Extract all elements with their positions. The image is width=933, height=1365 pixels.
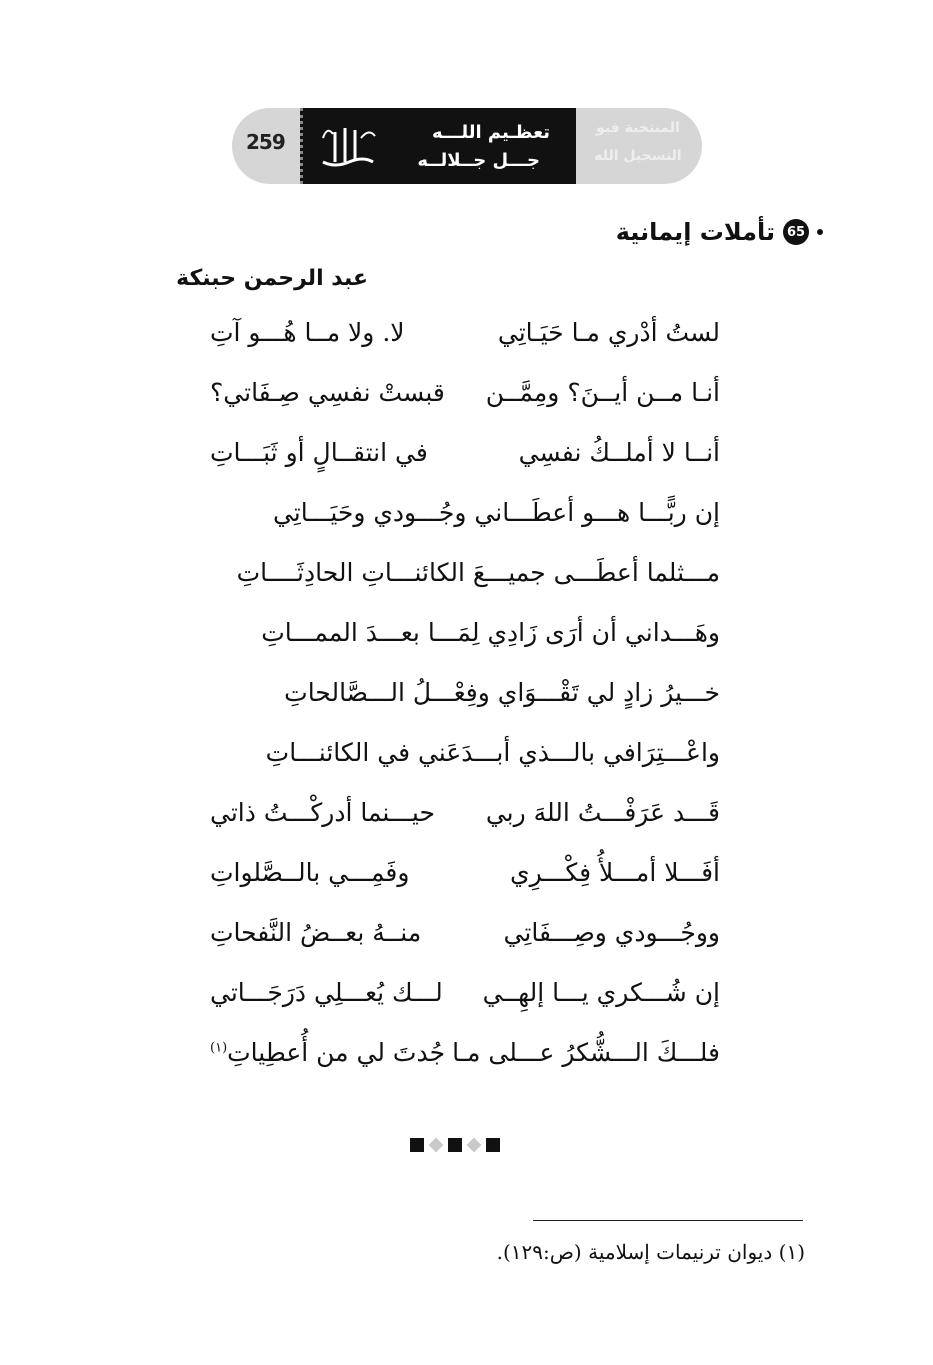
- verse-first-hemistich: إن شُـــكري يـــا إلهِــي: [482, 978, 720, 1007]
- section-divider-ornament: [410, 1138, 500, 1152]
- poem-verse: [200, 318, 720, 368]
- allah-calligraphy-logo: [300, 108, 396, 184]
- verse-first-hemistich: أفَـــلا أمـــلأُ فِكْـــرِي: [510, 858, 720, 887]
- verse-first-hemistich: فلـــكَ الـــشُّكرُ عـــلى مـا: [452, 1038, 720, 1067]
- verse-full-line: إن ربًّـــا هـــو أعطَـــاني وجُـــودي وحَيَـــاتِي: [272, 498, 720, 527]
- verse-full-line: مـــثلما أعطَـــى جميـــعَ الكائنـــاتِ الحادِثَــــاتِ: [236, 558, 720, 587]
- diamond-ornament-icon: [467, 1138, 482, 1153]
- poem-verse: [200, 798, 720, 848]
- poem-verse: [200, 378, 720, 428]
- verse-first-hemistich: أنــا لا أملــكُ نفسِي: [518, 438, 720, 467]
- series-label-line1: المنتخبة فيو: [596, 120, 680, 136]
- poem-verse: [200, 558, 720, 608]
- verse-second-hemistich: وفَمِـــي بالــصَّلواتِ: [210, 858, 410, 887]
- footnote-divider: [533, 1220, 803, 1221]
- square-ornament-icon: [410, 1138, 424, 1152]
- header-title-line1: تعظـيم اللـــه: [432, 122, 550, 143]
- verse-text: جُدتَ لي من أُعطِياتِ: [227, 1038, 446, 1067]
- diamond-ornament-icon: [429, 1138, 444, 1153]
- poem-verse: [200, 438, 720, 488]
- poem-verse: [200, 918, 720, 968]
- verse-second-hemistich: منــهُ بعــضُ النَّفحاتِ: [210, 918, 422, 947]
- footnote-text: ديوان ترنيمات إسلامية (ص:١٢٩).: [496, 1240, 773, 1264]
- calligraphy-icon: [315, 118, 381, 174]
- series-label-line2: التسجيل الله: [594, 148, 682, 164]
- verse-second-hemistich: حيـــنما أدركْـــتُ ذاتي: [210, 798, 435, 827]
- verse-second-hemistich: في انتقــالٍ أو ثَبَـــاتِ: [210, 438, 428, 467]
- section-number-badge: 65: [783, 219, 809, 245]
- poem-verse: [200, 858, 720, 908]
- verse-first-hemistich: قَـــد عَرَفْـــتُ اللهَ ربي: [485, 798, 720, 827]
- verse-second-hemistich: [210, 1038, 445, 1067]
- square-ornament-icon: [448, 1138, 462, 1152]
- page-number: 259: [246, 130, 285, 154]
- verse-second-hemistich: قبستْ نفسِي صِـفَاتي؟: [210, 378, 445, 407]
- verse-second-hemistich: لا. ولا مــا هُـــو آتِ: [210, 318, 405, 347]
- footnote-reference: (١): [210, 1040, 228, 1056]
- footnote: [497, 1240, 805, 1264]
- verse-second-hemistich: لـــك يُعـــلِي دَرَجَـــاتي: [210, 978, 443, 1007]
- verse-full-line: واعْـــتِرَافي بالـــذي أبـــدَعَني في الكائنـــاتِ: [265, 738, 720, 767]
- poem-verse: [200, 498, 720, 548]
- series-label: [578, 114, 698, 178]
- square-ornament-icon: [486, 1138, 500, 1152]
- verse-full-line: خـــيرُ زادٍ لي تَقْـــوَاي وفِعْـــلُ الـــصَّالحاتِ: [284, 678, 720, 707]
- poem-author: عبد الرحمن حبنكة: [176, 266, 368, 291]
- verse-full-line: وهَـــداني أن أرَى زَادِي لِمَـــا بعـــدَ الممـــاتِ: [261, 618, 720, 647]
- header-title: [392, 108, 576, 184]
- section-heading: [616, 218, 823, 246]
- bullet-icon: [817, 229, 823, 235]
- header-title-line2: جـــل جــلالــه: [417, 150, 540, 171]
- footnote-marker: (١): [778, 1240, 805, 1264]
- section-title: تأملات إيمانية: [615, 218, 775, 246]
- poem-verse: [200, 738, 720, 788]
- poem-verse: [200, 618, 720, 668]
- verse-first-hemistich: لستُ أدْري مـا حَيَـاتِي: [497, 318, 720, 347]
- poem-verse: [200, 678, 720, 728]
- poem-verse: [200, 978, 720, 1028]
- poem-verse: [200, 1038, 720, 1088]
- verse-first-hemistich: أنـا مــن أيــنَ؟ ومِمَّــن: [485, 378, 720, 407]
- verse-first-hemistich: ووجُـــودي وصِـــفَاتِي: [503, 918, 720, 947]
